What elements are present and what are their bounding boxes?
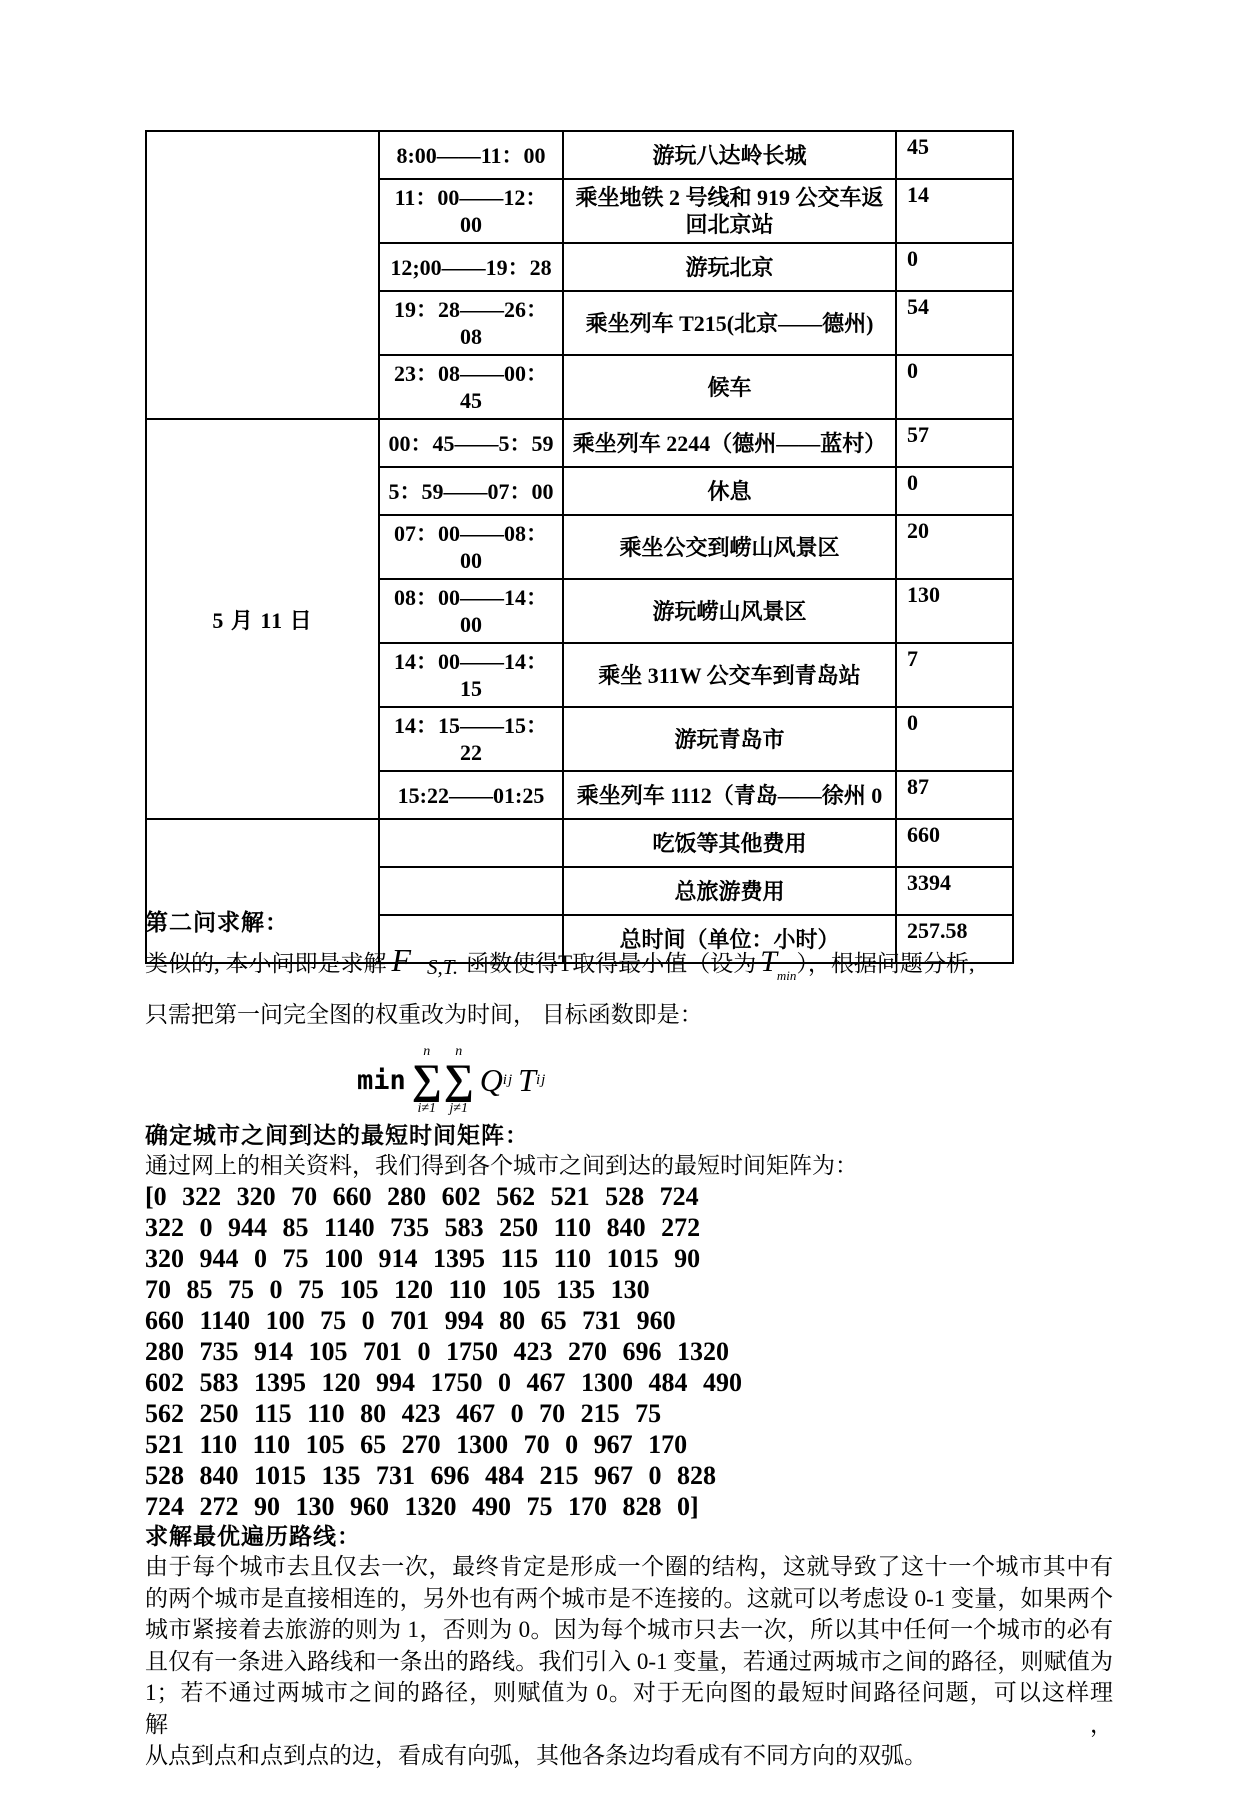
- activity-cell: 乘坐公交到崂山风景区: [563, 515, 896, 579]
- sigma-i: [412, 1044, 442, 1116]
- cost-cell: 130: [896, 579, 1013, 643]
- math-var-t: T: [760, 945, 777, 978]
- matrix-row: 562 250 115 110 80 423 467 0 70 215 75: [145, 1399, 662, 1428]
- math-var-st: S,T.: [427, 955, 459, 979]
- route-paragraph: [145, 1551, 1113, 1772]
- cost-cell: 45: [896, 131, 1013, 179]
- time-cell: 11：00——12：00: [379, 179, 563, 243]
- table-row: [146, 419, 1013, 467]
- cost-cell: 7: [896, 643, 1013, 707]
- para1-mid: 函数使得T取得最小值（设为: [466, 951, 757, 976]
- route-line: 由于每个城市去且仅去一次，最终肯定是形成一个圈的结构，这就导致了这十一个城市其中有: [145, 1554, 1113, 1579]
- activity-cell: 总旅游费用: [563, 867, 896, 915]
- activity-cell: 乘坐地铁 2 号线和 919 公交车返回北京站: [563, 179, 896, 243]
- math-var-f: F: [391, 942, 412, 978]
- activity-cell: 候车: [563, 355, 896, 419]
- matrix-row: 70 85 75 0 75 105 120 110 105 135 130: [145, 1275, 650, 1304]
- cost-cell: 0: [896, 243, 1013, 291]
- sigma-lower-limit-j: j≠1: [449, 1101, 468, 1116]
- cost-cell: 0: [896, 355, 1013, 419]
- math-sub-ij: ij: [535, 1071, 547, 1088]
- matrix-row: 320 944 0 75 100 914 1395 115 110 1015 90: [145, 1244, 701, 1273]
- table-row: [146, 131, 1013, 179]
- cost-cell: 87: [896, 771, 1013, 819]
- sigma-lower-limit-i: i≠1: [417, 1101, 437, 1116]
- sigma-icon: ∑: [443, 1057, 474, 1103]
- route-line: 且仅有一条进入路线和一条出的路线。我们引入 0-1 变量，若通过两城市之间的路径，则赋值为: [145, 1648, 1113, 1674]
- objective-formula: [357, 1039, 1113, 1121]
- activity-cell: 游玩八达岭长城: [563, 131, 896, 179]
- para1-pre: 类似的, 本小问即是求解: [145, 951, 387, 976]
- itinerary-table: [145, 130, 1014, 964]
- cost-cell: 14: [896, 179, 1013, 243]
- time-cell: 14：15——15：22: [379, 707, 563, 771]
- sigma-icon: ∑: [411, 1057, 442, 1103]
- matrix-row: 724 272 90 130 960 1320 490 75 170 828 0]: [145, 1492, 699, 1521]
- activity-cell: 游玩青岛市: [563, 707, 896, 771]
- cost-cell: 20: [896, 515, 1013, 579]
- text-column: [145, 908, 1113, 1772]
- matrix-row: 528 840 1015 135 731 696 484 215 967 0 828: [145, 1461, 716, 1490]
- section-heading-route: 求解最优遍历路线：: [145, 1523, 361, 1549]
- math-sub-ij: ij: [502, 1071, 514, 1088]
- time-cell: 14：00——14：15: [379, 643, 563, 707]
- activity-cell: 乘坐 311W 公交车到青岛站: [563, 643, 896, 707]
- sigma-upper-limit: n: [423, 1044, 431, 1059]
- time-cell: 07：00——08：00: [379, 515, 563, 579]
- section-heading-matrix: 确定城市之间到达的最短时间矩阵：: [145, 1122, 529, 1148]
- activity-cell: 游玩北京: [563, 243, 896, 291]
- matrix-row: 602 583 1395 120 994 1750 0 467 1300 484 490: [145, 1368, 742, 1397]
- para1-post: ），根据问题分析,: [796, 951, 975, 976]
- time-cell: 23：08——00：45: [379, 355, 563, 419]
- activity-cell: 休息: [563, 467, 896, 515]
- cost-cell: 57: [896, 419, 1013, 467]
- matrix-row: 322 0 944 85 1140 735 583 250 110 840 272: [145, 1213, 701, 1242]
- solution-paragraph-2: 只需把第一问完全图的权重改为时间， 目标函数即是：: [145, 1002, 703, 1027]
- activity-cell: 吃饭等其他费用: [563, 819, 896, 867]
- cost-cell: 0: [896, 707, 1013, 771]
- activity-cell: 乘坐列车 2244（德州——蓝村）: [563, 419, 896, 467]
- matrix-row: 660 1140 100 75 0 701 994 80 65 731 960: [145, 1306, 676, 1335]
- matrix-intro: 通过网上的相关资料，我们得到各个城市之间到达的最短时间矩阵为：: [145, 1153, 858, 1178]
- time-cell: 19：28——26：08: [379, 291, 563, 355]
- activity-cell: 总时间（单位：小时）: [563, 915, 896, 963]
- cost-cell: 257.58: [896, 915, 1013, 963]
- section-heading-question2: 第二问求解：: [145, 909, 289, 935]
- cost-cell: 0: [896, 467, 1013, 515]
- route-line: 城市紧接着去旅游的则为 1，否则为 0。因为每个城市只去一次，所以其中任何一个城市的必有: [145, 1617, 1113, 1642]
- route-line: 1；若不通过两城市之间的路径，则赋值为 0。对于无向图的最短时间路径问题，可以这样理解，: [145, 1680, 1113, 1737]
- time-cell: 00：45——5：59: [379, 419, 563, 467]
- time-cell: 08：00——14：00: [379, 579, 563, 643]
- table-row: [146, 819, 1013, 867]
- route-line: 的两个城市是直接相连的，另外也有两个城市是不连接的。这就可以考虑设 0-1 变量，如果两个: [145, 1585, 1113, 1611]
- math-sub-min: min: [776, 968, 797, 983]
- time-cell: 15:22——01:25: [379, 771, 563, 819]
- activity-cell: 游玩崂山风景区: [563, 579, 896, 643]
- time-cell: [379, 819, 563, 867]
- solution-paragraph-1: [145, 937, 1113, 999]
- time-cell: 8:00——11：00: [379, 131, 563, 179]
- math-var-q: Q: [479, 1061, 503, 1098]
- matrix-row: 521 110 110 105 65 270 1300 70 0 967 170: [145, 1430, 688, 1459]
- route-line: 从点到点和点到点的边，看成有向弧，其他各条边均看成有不同方向的双弧。: [145, 1743, 927, 1768]
- date-cell: 5 月 11 日: [146, 419, 379, 819]
- cost-cell: 3394: [896, 867, 1013, 915]
- math-var-t2: T: [518, 1061, 536, 1098]
- activity-cell: 乘坐列车 1112（青岛——徐州 0: [563, 771, 896, 819]
- sigma-j: [444, 1044, 474, 1116]
- matrix-row: 280 735 914 105 701 0 1750 423 270 696 1320: [145, 1337, 729, 1366]
- cost-cell: 54: [896, 291, 1013, 355]
- time-cell: 5：59——07：00: [379, 467, 563, 515]
- itinerary-table-body: [146, 131, 1013, 963]
- matrix-block: [145, 1181, 1113, 1522]
- matrix-row: [0 322 320 70 660 280 602 562 521 528 724: [145, 1182, 699, 1211]
- cost-cell: 660: [896, 819, 1013, 867]
- time-cell: 12;00——19：28: [379, 243, 563, 291]
- min-operator: min: [357, 1064, 406, 1096]
- sigma-upper-limit: n: [455, 1044, 463, 1059]
- activity-cell: 乘坐列车 T215(北京——德州): [563, 291, 896, 355]
- date-cell: [146, 131, 379, 419]
